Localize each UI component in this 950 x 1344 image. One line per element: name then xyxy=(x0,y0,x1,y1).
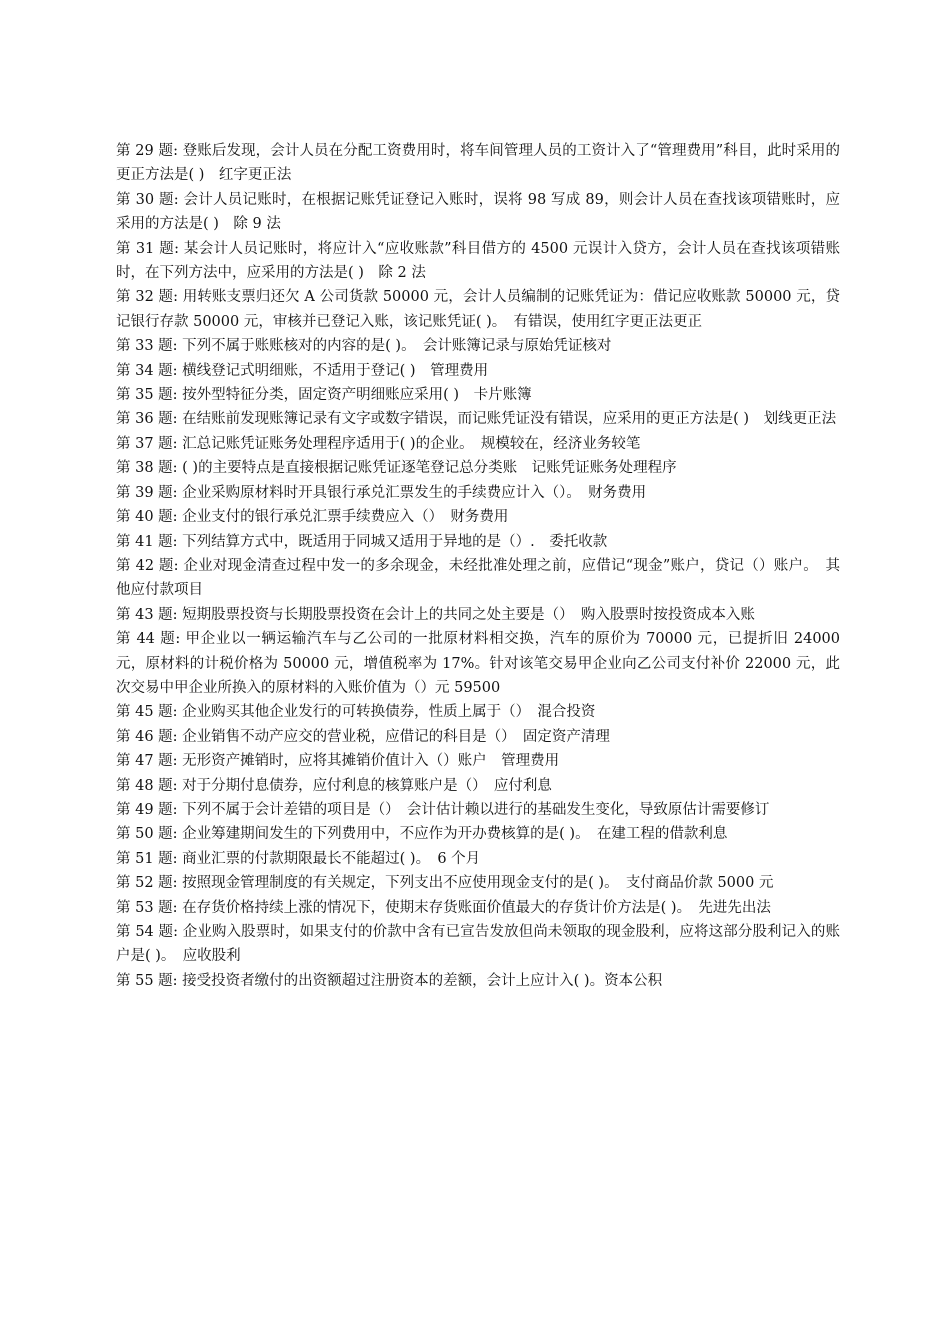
question-30: 第 30 题: 会计人员记账时，在根据记账凭证登记入账时，误将 98 写成 89，则会计人员在查找该项错账时，应采用的方法是( ) 除 9 法 xyxy=(116,191,840,233)
question-32: 第 32 题: 用转账支票归还欠 A 公司货款 50000 元，会计人员编制的记账凭证为：借记应收账款 50000 元，贷记银行存款 50000 元，审核并已登记入账，该记账凭证( )。 有错误，使用红字更正法更正 xyxy=(116,289,840,330)
question-42: 第 42 题: 企业对现金清查过程中发一的多余现金，未经批准处理之前，应借记“现金”账户，贷记（）账户。 其他应付款项目 xyxy=(116,557,840,599)
question-49: 第 49 题: 下列不属于会计差错的项目是（） 会计估计赖以进行的基础发生变化，导致原估计需要修订 xyxy=(116,801,770,818)
question-45: 第 45 题: 企业购买其他企业发行的可转换债券，性质上属于（） 混合投资 xyxy=(116,704,596,721)
question-41: 第 41 题: 下列结算方式中，既适用于同城又适用于异地的是（）. 委托收款 xyxy=(116,533,608,550)
question-34: 第 34 题: 横线登记式明细账，不适用于登记( ) 管理费用 xyxy=(116,362,489,379)
question-52: 第 52 题: 按照现金管理制度的有关规定，下列支出不应使用现金支付的是( )。 支付商品价款 5000 元 xyxy=(116,875,774,892)
question-55: 第 55 题: 接受投资者缴付的出资额超过注册资本的差额，会计上应计入( )。资本公积 xyxy=(116,972,663,989)
question-35: 第 35 题: 按外型特征分类，固定资产明细账应采用( ) 卡片账簿 xyxy=(116,387,532,404)
question-54: 第 54 题: 企业购入股票时，如果支付的价款中含有已宣告发放但尚未领取的现金股利，应将这部分股利记入的账户是( )。 应收股利 xyxy=(116,924,840,965)
question-46: 第 46 题: 企业销售不动产应交的营业税，应借记的科目是（） 固定资产清理 xyxy=(116,728,610,745)
question-44: 第 44 题: 甲企业以一辆运输汽车与乙公司的一批原材料相交换，汽车的原价为 70000 元，已提折旧 24000 元，原材料的计税价格为 50000 元，增值税率为 17%。针对该笔交易甲企业向乙公司支付补价 22000 元，此次交易中甲企业所换入的原材料的入账价值为（）元 59500 xyxy=(116,631,840,696)
question-47: 第 47 题: 无形资产摊销时，应将其摊销价值计入（）账户 管理费用 xyxy=(116,753,560,770)
question-37: 第 37 题: 汇总记账凭证账务处理程序适用于( )的企业。 规模较在，经济业务较笔 xyxy=(116,435,641,452)
question-list xyxy=(116,139,840,993)
question-43: 第 43 题: 短期股票投资与长期股票投资在会计上的共同之处主要是（） 购入股票时按投资成本入账 xyxy=(116,606,755,623)
question-31: 第 31 题: 某会计人员记账时，将应计入“应收账款”科目借方的 4500 元误计入贷方，会计人员在查找该项错账时，在下列方法中，应采用的方法是( ) 除 2 法 xyxy=(116,240,840,282)
question-51: 第 51 题: 商业汇票的付款期限最长不能超过( )。 6 个月 xyxy=(116,850,481,867)
question-36: 第 36 题: 在结账前发现账簿记录有文字或数字错误，而记账凭证没有错误，应采用的更正方法是( ) 划线更正法 xyxy=(116,411,837,428)
question-39: 第 39 题: 企业采购原材料时开具银行承兑汇票发生的手续费应计入（）。 财务费用 xyxy=(116,484,647,501)
question-33: 第 33 题: 下列不属于账账核对的内容的是( )。 会计账簿记录与原始凭证核对 xyxy=(116,338,612,355)
question-53: 第 53 题: 在存货价格持续上涨的情况下，使期末存货账面价值最大的存货计价方法是( )。 先进先出法 xyxy=(116,899,771,916)
question-50: 第 50 题: 企业筹建期间发生的下列费用中，不应作为开办费核算的是( )。 在建工程的借款利息 xyxy=(116,826,728,843)
question-48: 第 48 题: 对于分期付息债券，应付利息的核算账户是（） 应付利息 xyxy=(116,777,552,794)
question-29: 第 29 题: 登账后发现，会计人员在分配工资费用时，将车间管理人员的工资计入了“管理费用”科目，此时采用的更正方法是( ) 红字更正法 xyxy=(116,143,840,184)
question-40: 第 40 题: 企业支付的银行承兑汇票手续费应入（） 财务费用 xyxy=(116,509,509,526)
question-38: 第 38 题: ( )的主要特点是直接根据记账凭证逐笔登记总分类账 记账凭证账务处理程序 xyxy=(116,460,677,477)
